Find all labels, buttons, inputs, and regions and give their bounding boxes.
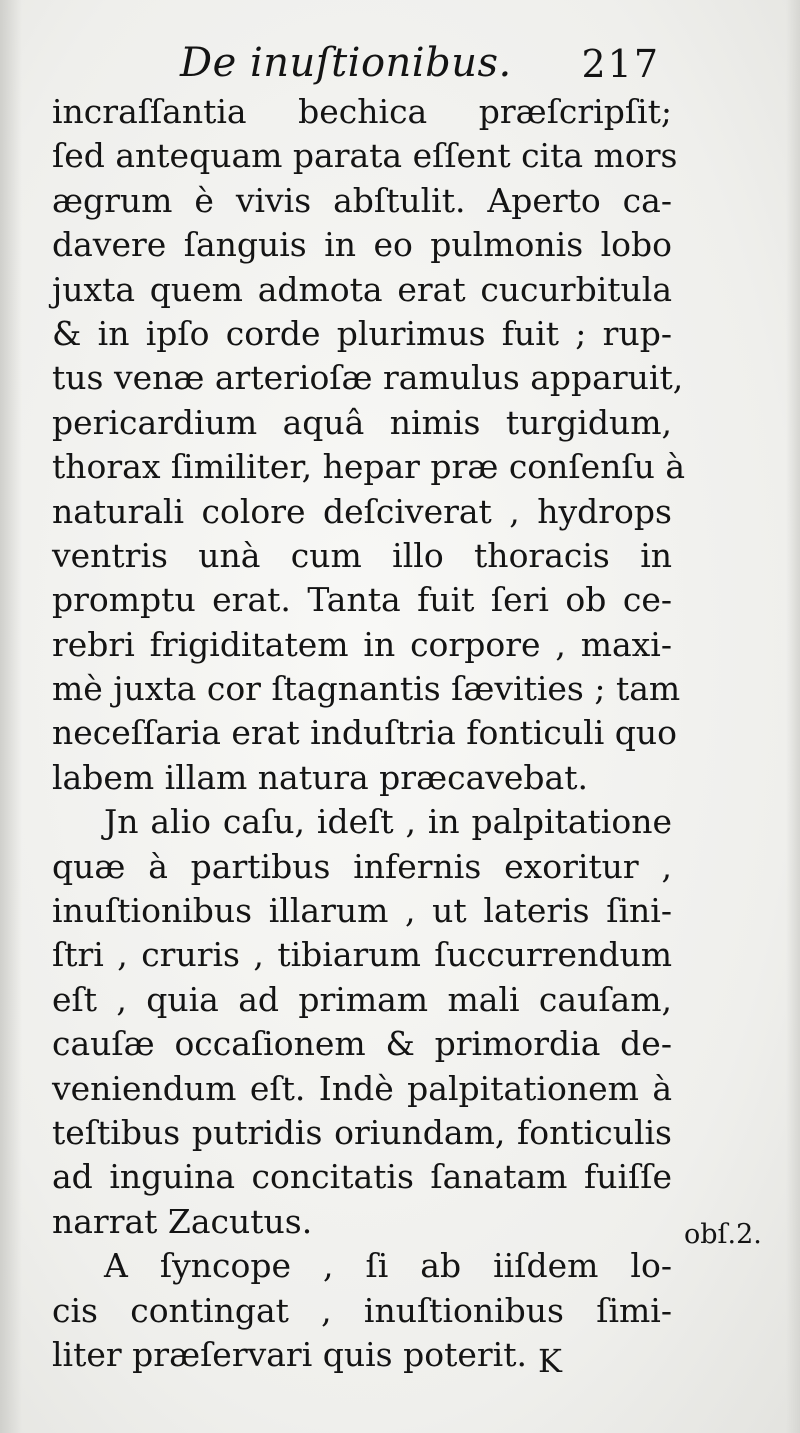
text-line: incraſſantia bechica præſcripſit; <box>52 92 672 131</box>
text-line: veniendum eſt. Indè palpitationem à <box>52 1068 672 1108</box>
text-line: naturali colore deſciverat , hydrops <box>52 491 672 531</box>
text-line: tus venæ arterioſæ ramulus apparuit, <box>52 358 684 398</box>
text-line: inuſtionibus illarum , ut lateris ſini- <box>52 891 672 931</box>
page-shadow-right <box>786 0 800 1433</box>
text-line: davere ſanguis in eo pulmonis lobo <box>52 225 672 265</box>
text-line: ſtri , cruris , tibiarum ſuccurrendum <box>52 935 672 975</box>
text-line: mè juxta cor ſtagnantis ſævities ; tam <box>52 669 681 709</box>
body-text <box>52 90 686 1377</box>
text-line: promptu erat. Tanta fuit ſeri ob ce- <box>52 580 672 620</box>
catchword: K <box>538 1342 562 1380</box>
text-line: thorax ſimiliter, hepar præ conſenſu à <box>52 447 686 487</box>
marginal-note: obſ.2. <box>684 1219 762 1250</box>
text-line: cis contingat , inuſtionibus ſimi- <box>52 1290 672 1330</box>
running-title: De inuſtionibus. <box>180 40 512 86</box>
text-line: rebri frigiditatem in corpore , maxi- <box>52 624 672 664</box>
text-line: & in ipſo corde plurimus fuit ; rup- <box>52 313 672 353</box>
text-line: quæ à partibus infernis exoritur , <box>52 846 672 886</box>
paragraph-end-line: labem illam natura præcavebat. <box>52 757 588 797</box>
text-line: ventris unà cum illo thoracis in <box>52 535 672 575</box>
text-line: ægrum è vivis abſtulit. Aperto ca- <box>52 180 672 220</box>
paragraph-end-line: narrat Zacutus. <box>52 1201 313 1241</box>
text-line: ſed antequam parata eſſent cita mors <box>52 136 678 176</box>
text-line: neceſſaria erat induſtria fonticuli quo <box>52 713 678 753</box>
page-number: 217 <box>581 42 660 86</box>
paragraph-start-line: A ſyncope , ſi ab iiſdem lo- <box>104 1246 672 1286</box>
text-line: ad inguina concitatis ſanatam fuiſſe <box>52 1157 672 1197</box>
text-line: juxta quem admota erat cucurbitula <box>52 269 672 309</box>
paragraph-start-line: Jn alio caſu, ideſt , in palpitatione <box>104 802 672 842</box>
page-shadow-left <box>0 0 22 1433</box>
text-line: pericardium aquâ nimis turgidum, <box>52 402 672 442</box>
text-line: teſtibus putridis oriundam, fonticulis <box>52 1112 672 1152</box>
page-header <box>180 40 660 96</box>
text-line: cauſæ occaſionem & primordia de- <box>52 1024 672 1064</box>
text-line: eſt , quia ad primam mali cauſam, <box>52 979 672 1019</box>
paragraph-end-line: liter præſervari quis poterit. <box>52 1334 527 1374</box>
